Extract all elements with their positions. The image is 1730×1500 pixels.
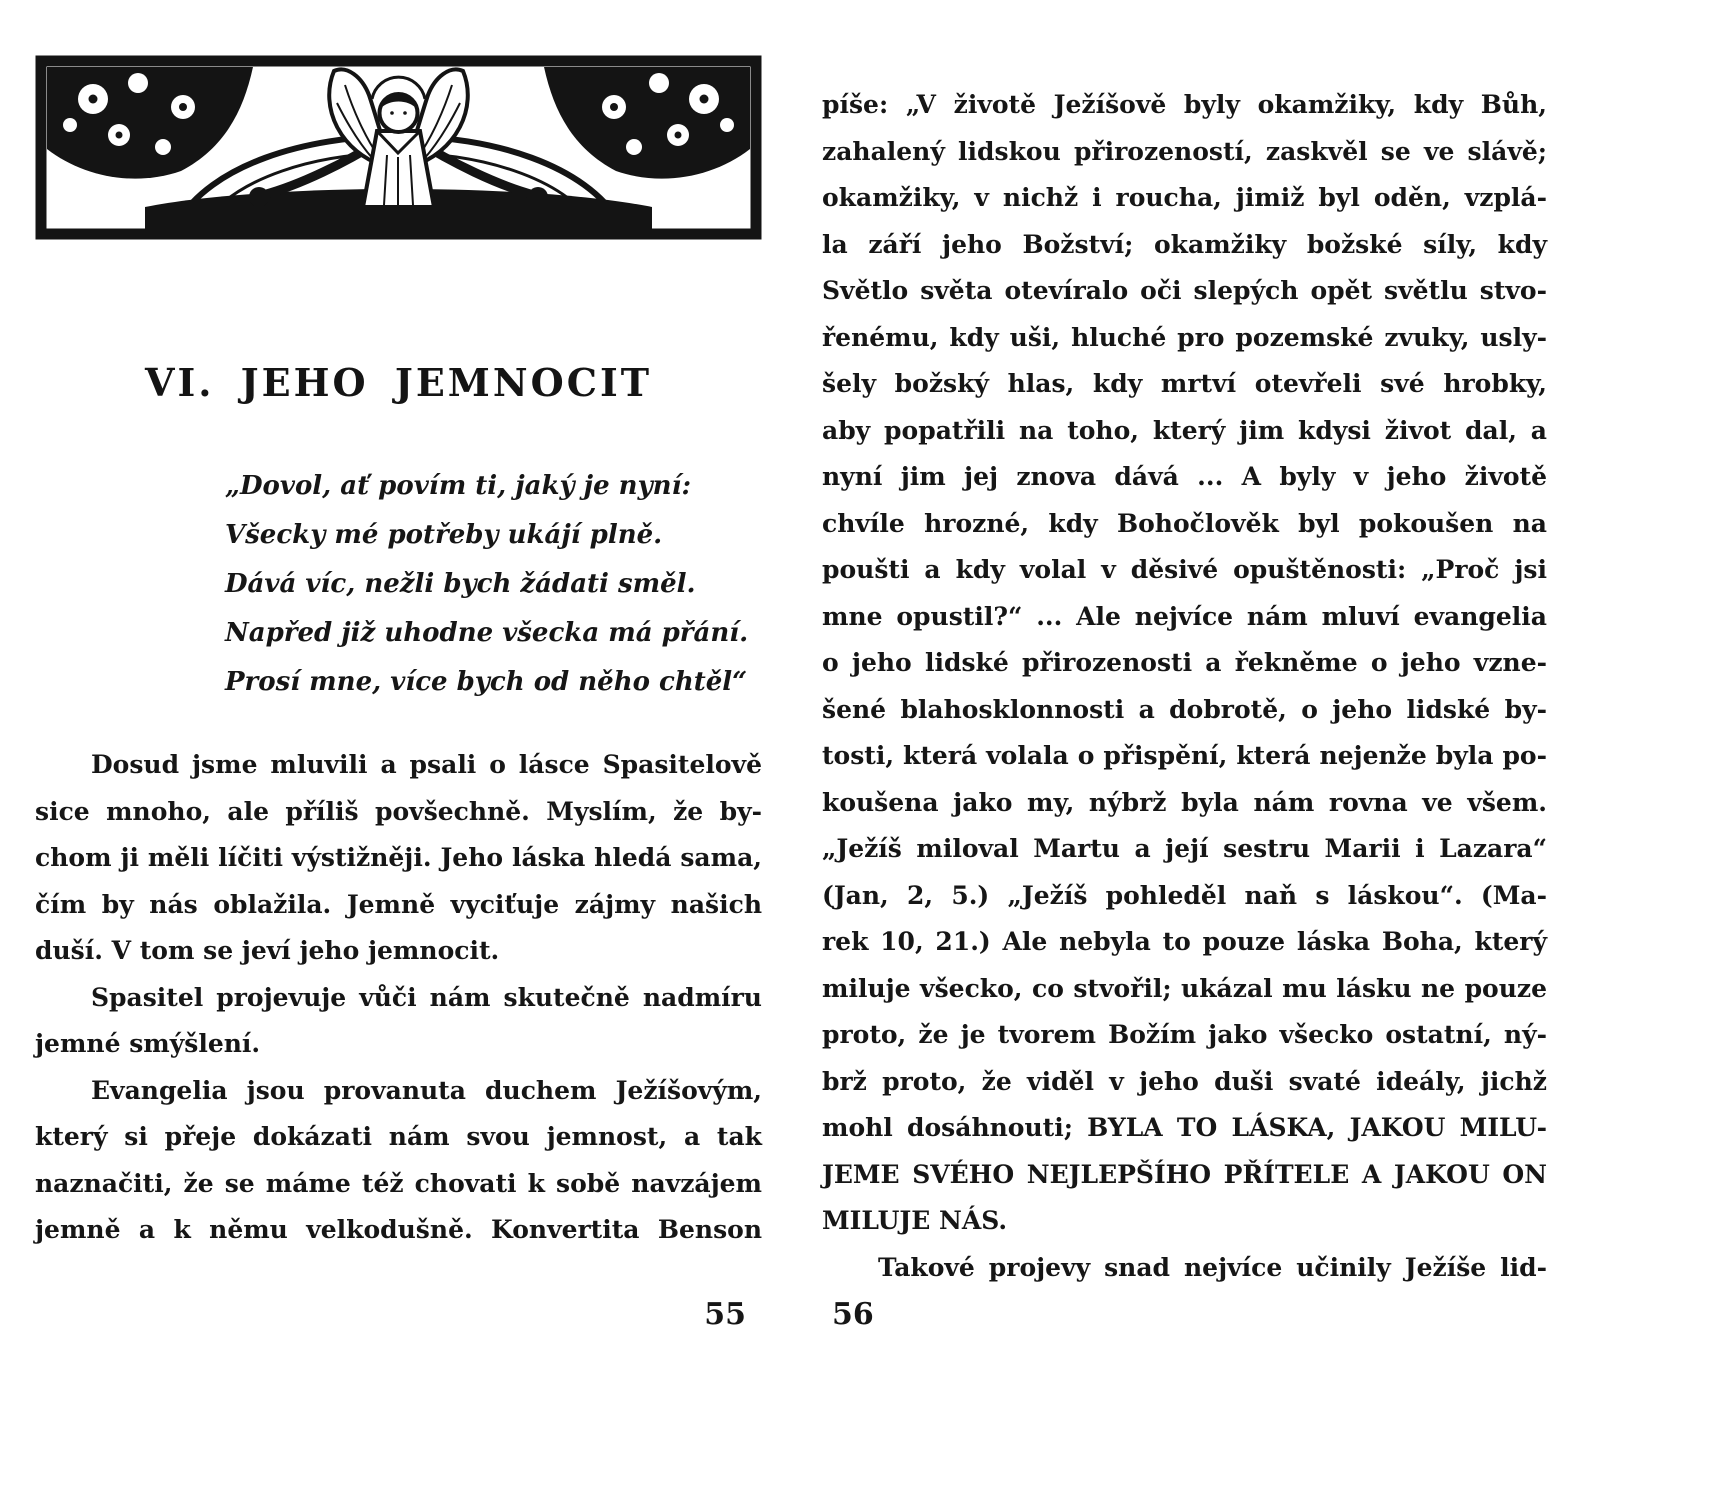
paragraph bbox=[822, 82, 1547, 1245]
text-line: mne opustil?“ ... Ale nejvíce nám mluví evangelia bbox=[822, 601, 1547, 631]
page-number-left: 55 bbox=[704, 1297, 746, 1332]
text-line: poušti a kdy volal v děsivé opuštěnosti: „Proč jsi bbox=[822, 555, 1547, 584]
poem-line: Prosí mne, více bych od něho chtěl“ bbox=[225, 667, 748, 697]
text-line: šely božský hlas, kdy mrtví otevřeli své hrobky, bbox=[822, 369, 1547, 398]
text-line: tosti, která volala o přispění, která nejenže byla po- bbox=[822, 741, 1547, 770]
text-line: šené blahosklonnosti a dobrotě, o jeho lidské by- bbox=[822, 694, 1547, 724]
text-line: Spasitel projevuje vůči nám skutečně nadmíru bbox=[91, 982, 762, 1012]
text-line: sice mnoho, ale příliš povšechně. Myslím, že by- bbox=[35, 796, 762, 826]
text-line: okamžiky, v nichž i roucha, jimiž byl oděn, vzplá- bbox=[822, 183, 1547, 212]
text-line: MILUJE NÁS. bbox=[822, 1206, 1008, 1235]
text-line: píše: „V životě Ježíšově byly okamžiky, kdy Bůh, bbox=[822, 90, 1547, 119]
text-line: mohl dosáhnouti; BYLA TO LÁSKA, JAKOU MILU- bbox=[822, 1113, 1547, 1142]
left-page-body-text bbox=[35, 742, 762, 1254]
text-line: JEME SVÉHO NEJLEPŠÍHO PŘÍTELE A JAKOU ON bbox=[822, 1159, 1547, 1189]
text-line: chvíle hrozné, kdy Bohočlověk byl pokoušen na bbox=[822, 508, 1547, 538]
paragraph bbox=[35, 1068, 762, 1254]
text-line: koušena jako my, nýbrž byla nám rovna ve všem. bbox=[822, 787, 1547, 817]
poem-quote bbox=[225, 462, 762, 707]
text-line: naznačiti, že se máme též chovati k sobě navzájem bbox=[35, 1168, 762, 1198]
text-line: rek 10, 21.) Ale nebyla to pouze láska Boha, který bbox=[822, 927, 1547, 956]
poem-line: Dává víc, nežli bych žádati směl. bbox=[225, 569, 696, 599]
text-line: Dosud jsme mluvili a psali o lásce Spasitelově bbox=[91, 750, 762, 779]
paragraph bbox=[35, 742, 762, 975]
page-right bbox=[822, 0, 1547, 1500]
poem-line: Všecky mé potřeby ukájí plně. bbox=[225, 520, 663, 550]
text-line: o jeho lidské přirozenosti a řekněme o jeho vzne- bbox=[822, 648, 1547, 677]
page-number-right: 56 bbox=[832, 1297, 874, 1332]
text-line: nyní jim jej znova dává ... A byly v jeho životě bbox=[822, 462, 1547, 491]
text-line: proto, že je tvorem Božím jako všecko ostatní, ný- bbox=[822, 1020, 1547, 1049]
text-line: Takové projevy snad nejvíce učinily Ježíše lid- bbox=[878, 1252, 1547, 1282]
text-line: brž proto, že viděl v jeho duši svaté ideály, jichž bbox=[822, 1066, 1547, 1096]
text-line: čím by nás oblažila. Jemně vyciťuje zájmy našich bbox=[35, 889, 762, 919]
chapter-title: VI. JEHO JEMNOCIT bbox=[144, 360, 653, 405]
text-line: duší. V tom se jeví jeho jemnocit. bbox=[35, 936, 500, 965]
text-line: jemně a k němu velkodušně. Konvertita Benson bbox=[35, 1215, 762, 1244]
text-line: který si přeje dokázati nám svou jemnost, a tak bbox=[35, 1122, 762, 1151]
text-line: jemné smýšlení. bbox=[35, 1029, 261, 1058]
text-line: Evangelia jsou provanuta duchem Ježíšovým, bbox=[91, 1075, 762, 1105]
page-left bbox=[35, 0, 762, 1500]
paragraph bbox=[822, 1245, 1547, 1292]
text-line: aby popatřili na toho, který jim kdysi život dal, a bbox=[822, 415, 1547, 445]
text-line: „Ježíš miloval Martu a její sestru Marii i Lazara“ bbox=[822, 834, 1547, 863]
text-line: zahalený lidskou přirozeností, zaskvěl se ve slávě; bbox=[822, 136, 1547, 166]
poem-line: „Dovol, ať povím ti, jaký je nyní: bbox=[225, 471, 692, 501]
poem-line: Napřed již uhodne všecka má přání. bbox=[225, 618, 749, 648]
text-line: Světlo světa otevíralo oči slepých opět světlu stvo- bbox=[822, 276, 1547, 305]
text-line: řenému, kdy uši, hluché pro pozemské zvuky, usly- bbox=[822, 322, 1547, 352]
text-line: chom ji měli líčiti výstižněji. Jeho láska hledá sama, bbox=[35, 843, 762, 872]
angel-woodcut-illustration bbox=[35, 55, 762, 240]
text-line: (Jan, 2, 5.) „Ježíš pohleděl naň s láskou“. (Ma- bbox=[822, 880, 1547, 910]
text-line: miluje všecko, co stvořil; ukázal mu lásku ne pouze bbox=[822, 973, 1547, 1003]
right-page-body-text bbox=[822, 82, 1547, 1291]
text-line: la září jeho Božství; okamžiky božské síly, kdy bbox=[822, 229, 1547, 259]
paragraph bbox=[35, 975, 762, 1068]
